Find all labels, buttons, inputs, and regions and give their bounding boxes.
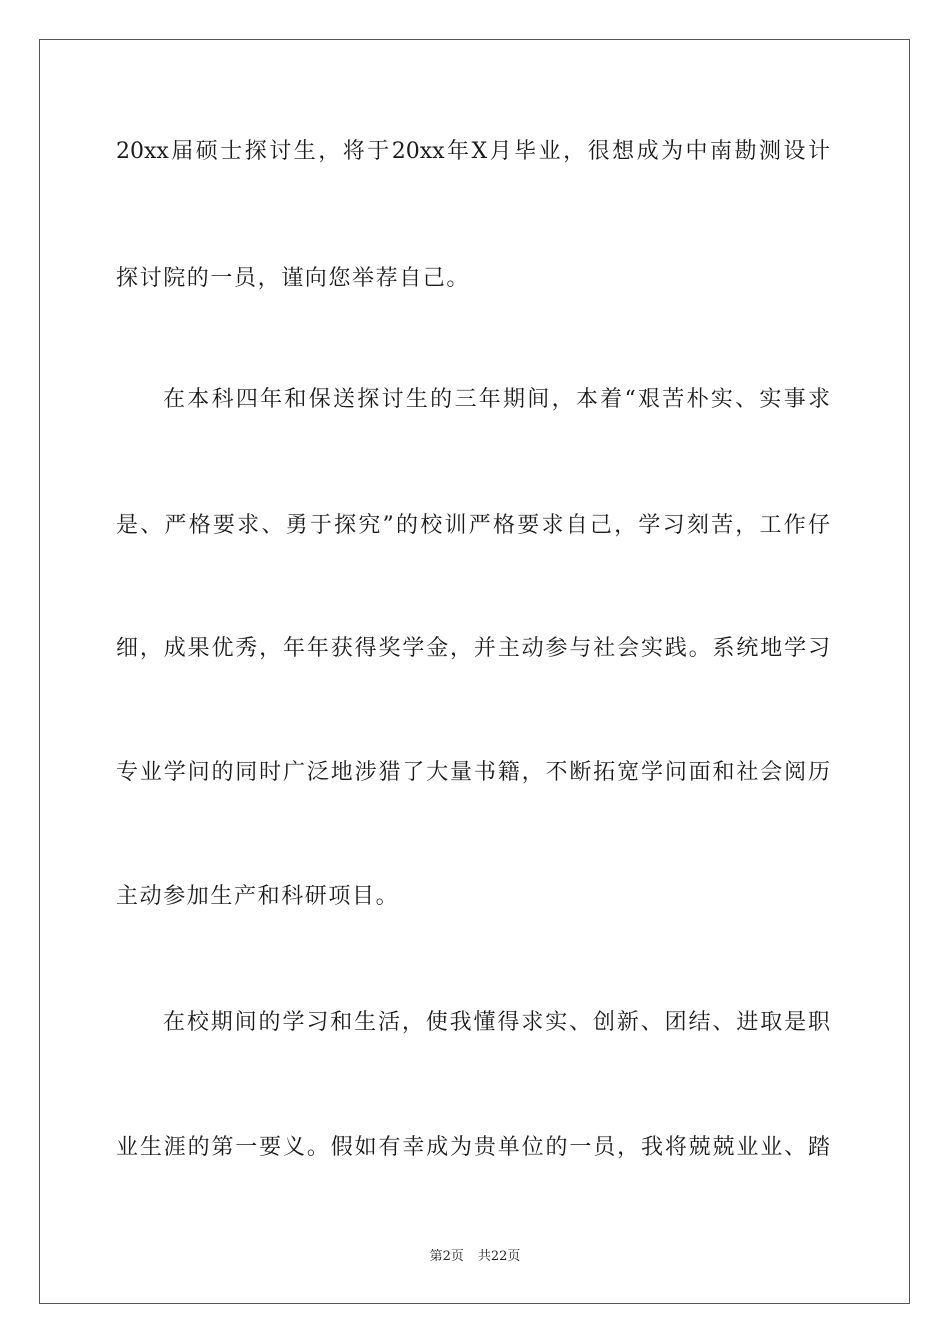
page-footer <box>0 1248 950 1266</box>
paragraph-1-line-2: 探讨院的一员，谨向您举荐自己。 <box>116 266 471 291</box>
page-number: 第2页 <box>429 1249 464 1264</box>
page-total: 共22页 <box>477 1249 521 1264</box>
paragraph-2-line-5: 主动参加生产和科研项目。 <box>116 884 400 909</box>
paragraph-3-line-2: 业生涯的第一要义。假如有幸成为贵单位的一员，我将兢兢业业、踏 <box>116 1135 830 1160</box>
paragraph-2-line-4: 专业学问的同时广泛地涉猎了大量书籍，不断拓宽学问面和社会阅历 <box>116 760 830 785</box>
paragraph-3-line-1: 在校期间的学习和生活，使我懂得求实、创新、团结、进取是职 <box>163 1010 830 1035</box>
paragraph-1-line-1: 20xx届硕士探讨生，将于20xx年X月毕业，很想成为中南勘测设计 <box>116 139 830 164</box>
page-border <box>39 39 910 1304</box>
paragraph-2-line-3: 细，成果优秀，年年获得奖学金，并主动参与社会实践。系统地学习 <box>116 636 830 661</box>
paragraph-2-line-1: 在本科四年和保送探讨生的三年期间，本着“艰苦朴实、实事求 <box>163 387 830 412</box>
paragraph-2-line-2: 是、严格要求、勇于探究”的校训严格要求自己，学习刻苦，工作仔 <box>116 513 830 538</box>
